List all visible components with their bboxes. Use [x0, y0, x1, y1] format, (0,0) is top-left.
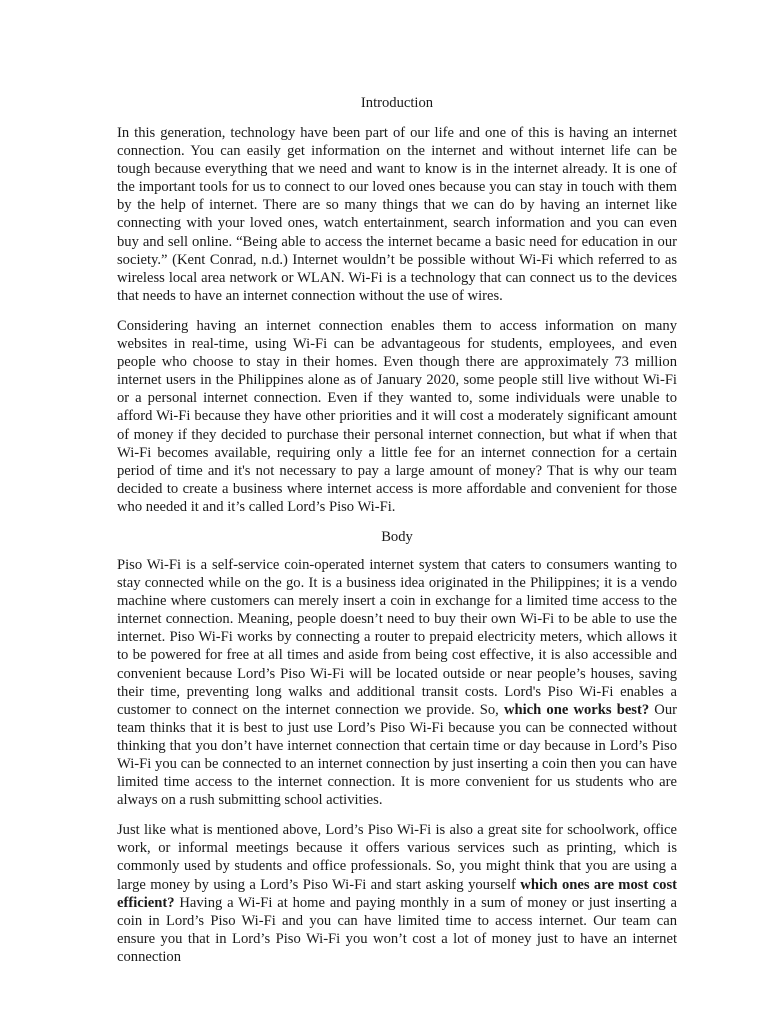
- body-paragraph-1: [117, 556, 677, 809]
- body-paragraph-1-text-a: Piso Wi-Fi is a self-service coin-operated internet system that caters to consumers wanting to stay connected while on the go. It is a business idea originated in the Philippines; it is a vendo machine where customers can merely insert a coin in exchange for a limited time access to the internet connection. Meaning, people doesn’t need to buy their own Wi-Fi to be able to use the internet. Piso Wi-Fi works by connecting a router to prepaid electricity meters, which allows it to be powered for free at all times and aside from being cost effective, it is also accessible and convenient because Lord’s Piso Wi-Fi will be located outside or near people’s houses, saving their time, preventing long walks and additional transit costs. Lord's Piso Wi-Fi enables a customer to connect on the internet connection we provide. So,: [117, 556, 677, 718]
- body-heading: Body: [381, 528, 413, 545]
- body-paragraph-2-text-b: Having a Wi-Fi at home and paying monthly in a sum of money or just inserting a coin in Lord’s Piso Wi-Fi and you can have limited time to access internet. Our team can ensure you that in Lord’s Piso Wi-Fi you won’t cost a lot of money just to have an internet connection: [117, 894, 677, 965]
- body-paragraph-1-bold-question: which one works best?: [503, 701, 650, 718]
- introduction-paragraph-2: Considering having an internet connection enables them to access information on many websites in real-time, using Wi-Fi can be advantageous for students, employees, and even people who choose to stay in their homes. Even though there are approximately 73 million internet users in the Philippines alone as of January 2020, some people still live without Wi-Fi or a personal internet connection. Even if they wanted to, some individuals were unable to afford Wi-Fi because they have other priorities and it will cost a moderately significant amount of money if they decided to purchase their personal internet connection, but what if when that Wi-Fi becomes available, requiring only a little fee for an internet connection for a certain period of time and it's not necessary to pay a large amount of money? That is why our team decided to create a business where internet access is more affordable and convenient for those who needed it and it’s called Lord’s Piso Wi-Fi.: [117, 317, 677, 515]
- introduction-paragraph-1: In this generation, technology have been part of our life and one of this is having an internet connection. You can easily get information on the internet and without internet life can be tough because everything that we need and want to know is in the internet already. It is one of the important tools for us to connect to our loved ones because you can stay in touch with them by the help of internet. There are so many things that we can do by having an internet like connecting with your loved ones, watch entertainment, search information and you can even buy and sell online. “Being able to access the internet became a basic need for education in our society.” (Kent Conrad, n.d.) Internet wouldn’t be possible without Wi-Fi which referred to as wireless local area network or WLAN. Wi-Fi is a technology that can connect us to the devices that needs to have an internet connection without the use of wires.: [117, 125, 677, 304]
- body-paragraph-2-text-a: Just like what is mentioned above, Lord’s Piso Wi-Fi is also a great site for schoolwork, office work, or informal meetings because it offers various services such as printing, which is commonly used by students and office professionals. So, you might think that you are using a large money by using a Lord’s Piso Wi-Fi and start asking yourself: [117, 822, 677, 893]
- body-paragraph-2: [117, 821, 677, 966]
- document-content: [117, 94, 677, 978]
- introduction-heading: Introduction: [360, 95, 434, 111]
- body-paragraph-1-text-b: Our team thinks that it is best to just use Lord’s Piso Wi-Fi because you can be connected without thinking that you don’t have internet connection that certain time or day because in Lord’s Piso Wi-Fi you can be connected to an internet connection by just inserting a coin then you can have limited time access to the internet connection. It is more convenient for us students who are always on a rush submitting school activities.: [117, 701, 677, 809]
- body-paragraph-2-bold-question: which ones are most cost efficient?: [117, 876, 677, 911]
